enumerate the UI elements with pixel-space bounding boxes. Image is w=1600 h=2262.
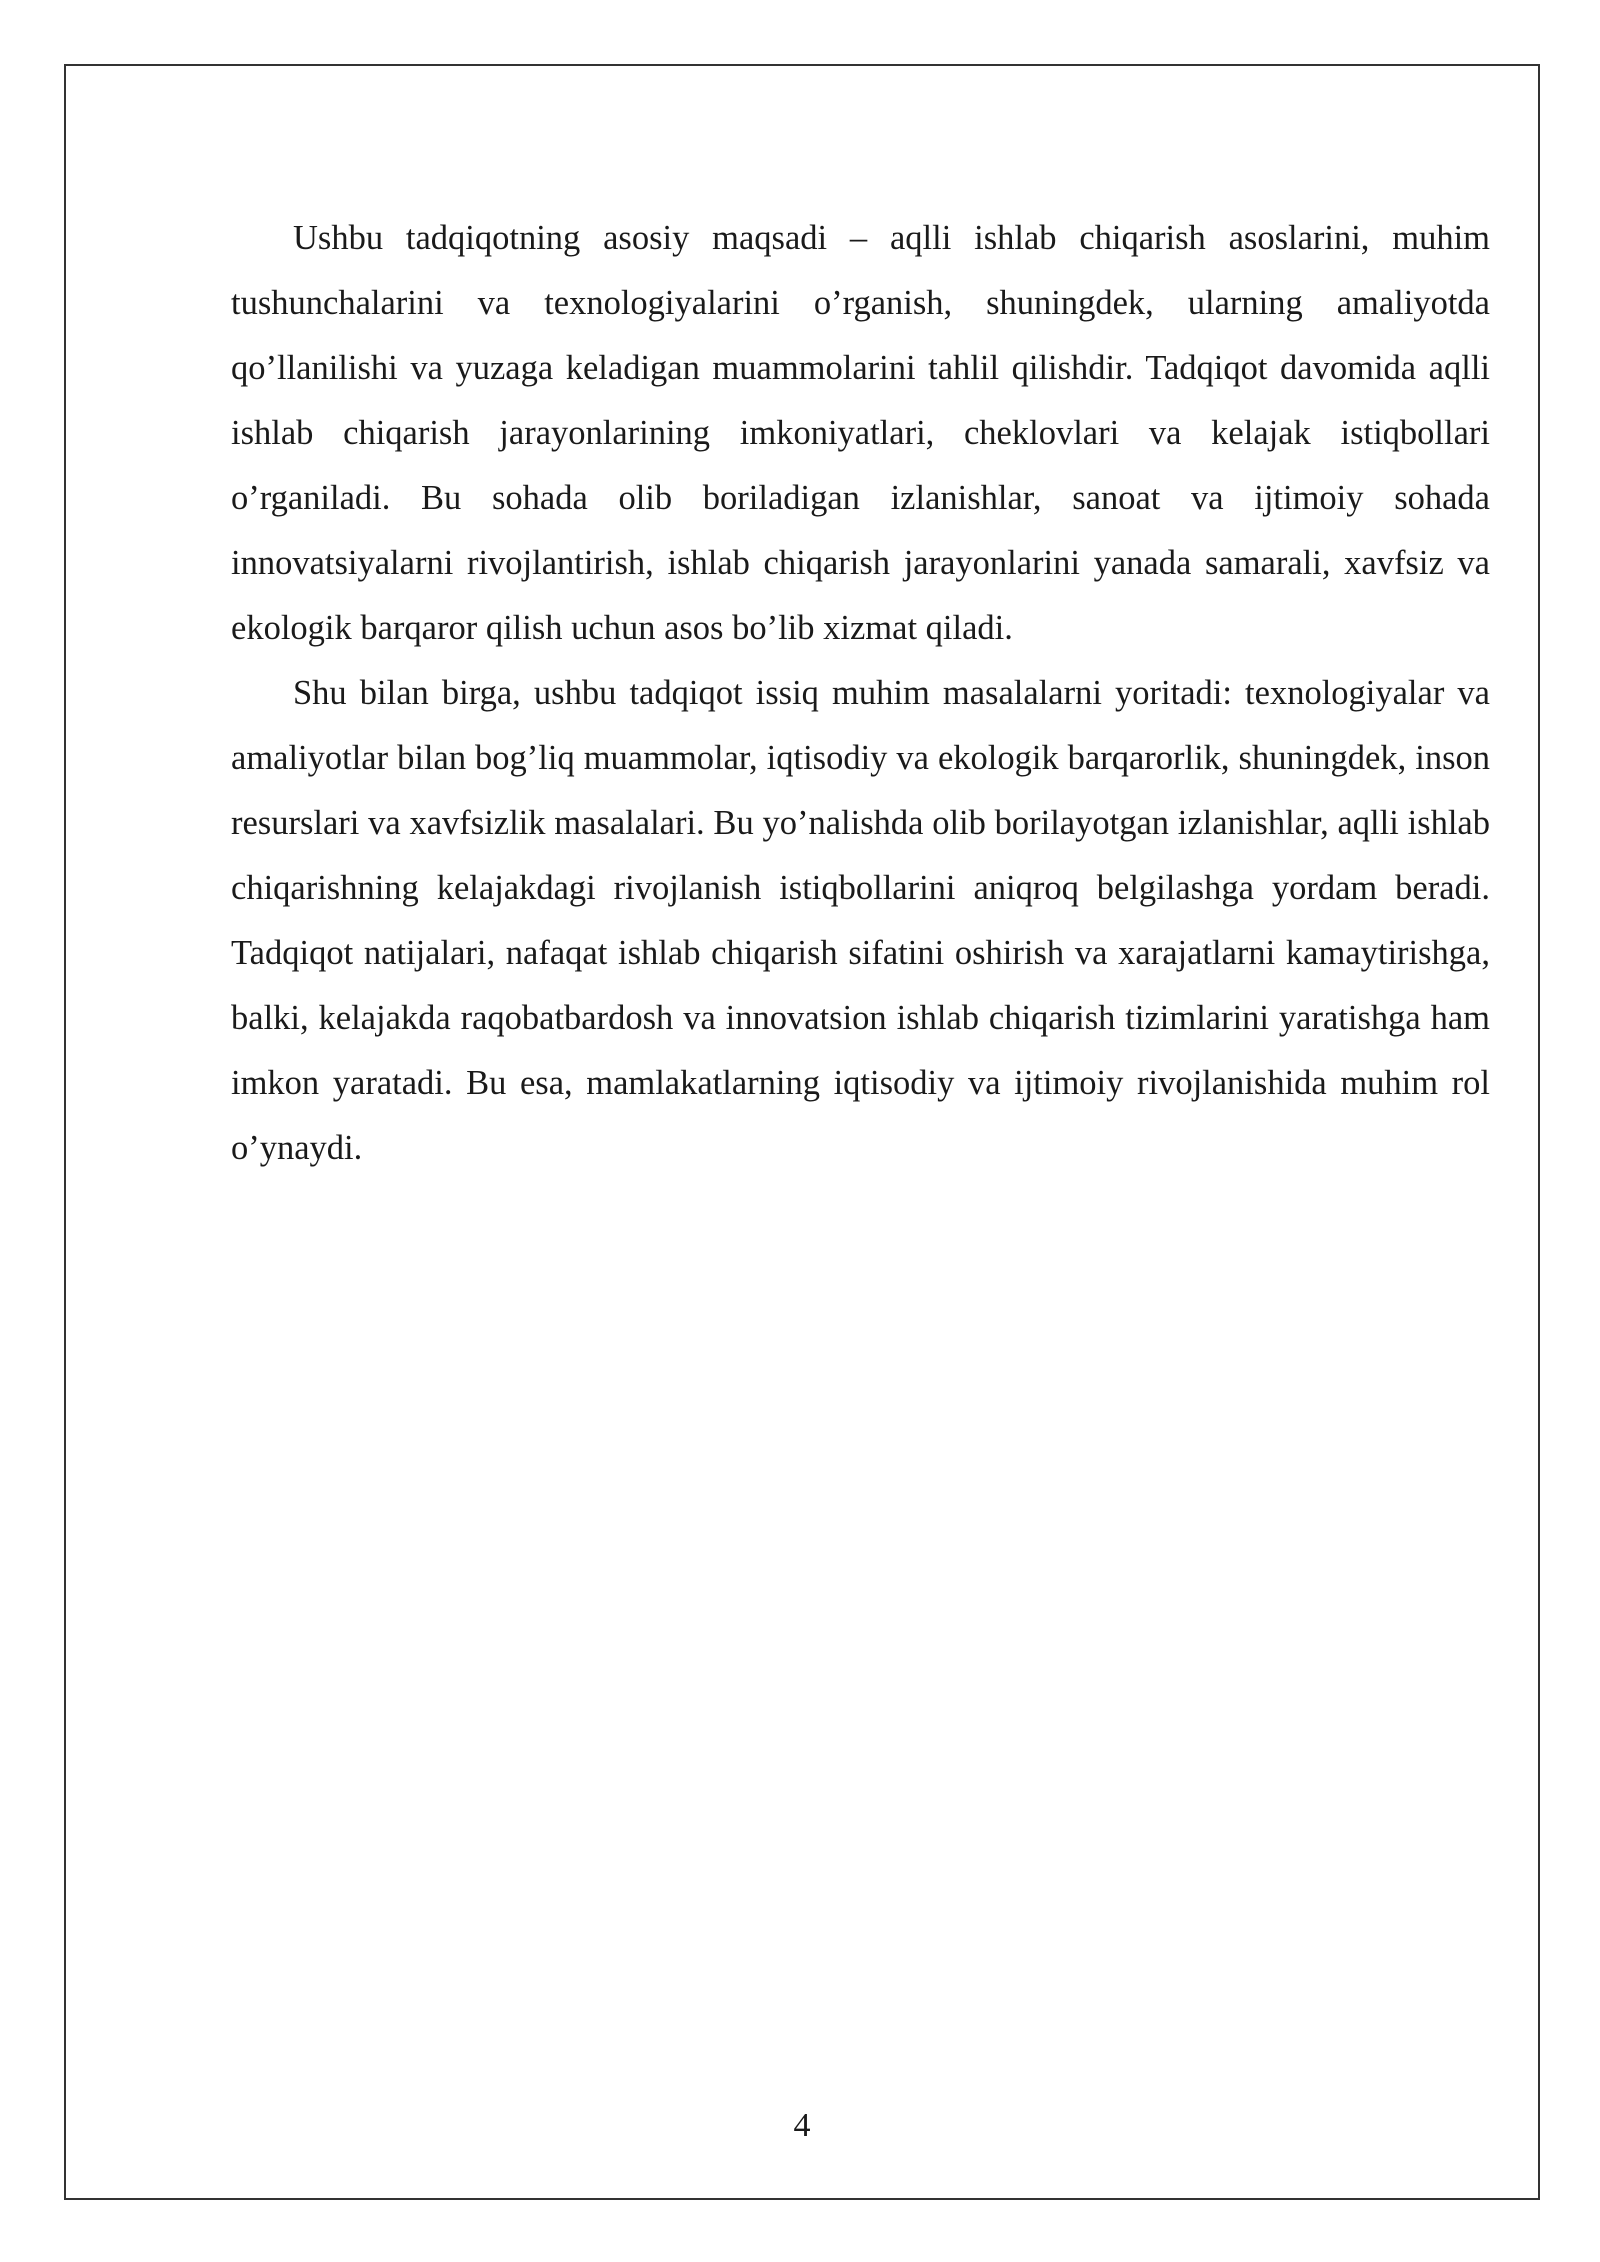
page-border bbox=[64, 64, 1540, 2200]
paragraph-2: Shu bilan birga, ushbu tadqiqot issiq muhim masalalarni yoritadi: texnologiyalar va amaliyotlar bilan bog’liq muammolar, iqtisodiy va ekologik barqarorlik, shuningdek, inson resurslari va xavfsizlik masalalari. Bu yo’nalishda olib borilayotgan izlanishlar, aqlli ishlab chiqarishning kelajakdagi rivojlanish istiqbollarini aniqroq belgilashga yordam beradi. Tadqiqot natijalari, nafaqat ishlab chiqarish sifatini oshirish va xarajatlarni kamaytirishga, balki, kelajakda raqobatbardosh va innovatsion ishlab chiqarish tizimlarini yaratishga ham imkon yaratadi. Bu esa, mamlakatlarning iqtisodiy va ijtimoiy rivojlanishida muhim rol o’ynaydi. bbox=[231, 674, 1490, 1167]
page-number: 4 bbox=[793, 2107, 811, 2144]
paragraph-1: Ushbu tadqiqotning asosiy maqsadi – aqlli ishlab chiqarish asoslarini, muhim tushunchalarini va texnologiyalarini o’rganish, shuningdek, ularning amaliyotda qo’llanilishi va yuzaga keladigan muammolarini tahlil qilishdir. Tadqiqot davomida aqlli ishlab chiqarish jarayonlarining imkoniyatlari, cheklovlari va kelajak istiqbollari o’rganiladi. Bu sohada olib boriladigan izlanishlar, sanoat va ijtimoiy sohada innovatsiyalarni rivojlantirish, ishlab chiqarish jarayonlarini yanada samarali, xavfsiz va ekologik barqaror qilish uchun asos bo’lib xizmat qiladi. bbox=[231, 219, 1490, 647]
document-body bbox=[231, 206, 1490, 1181]
